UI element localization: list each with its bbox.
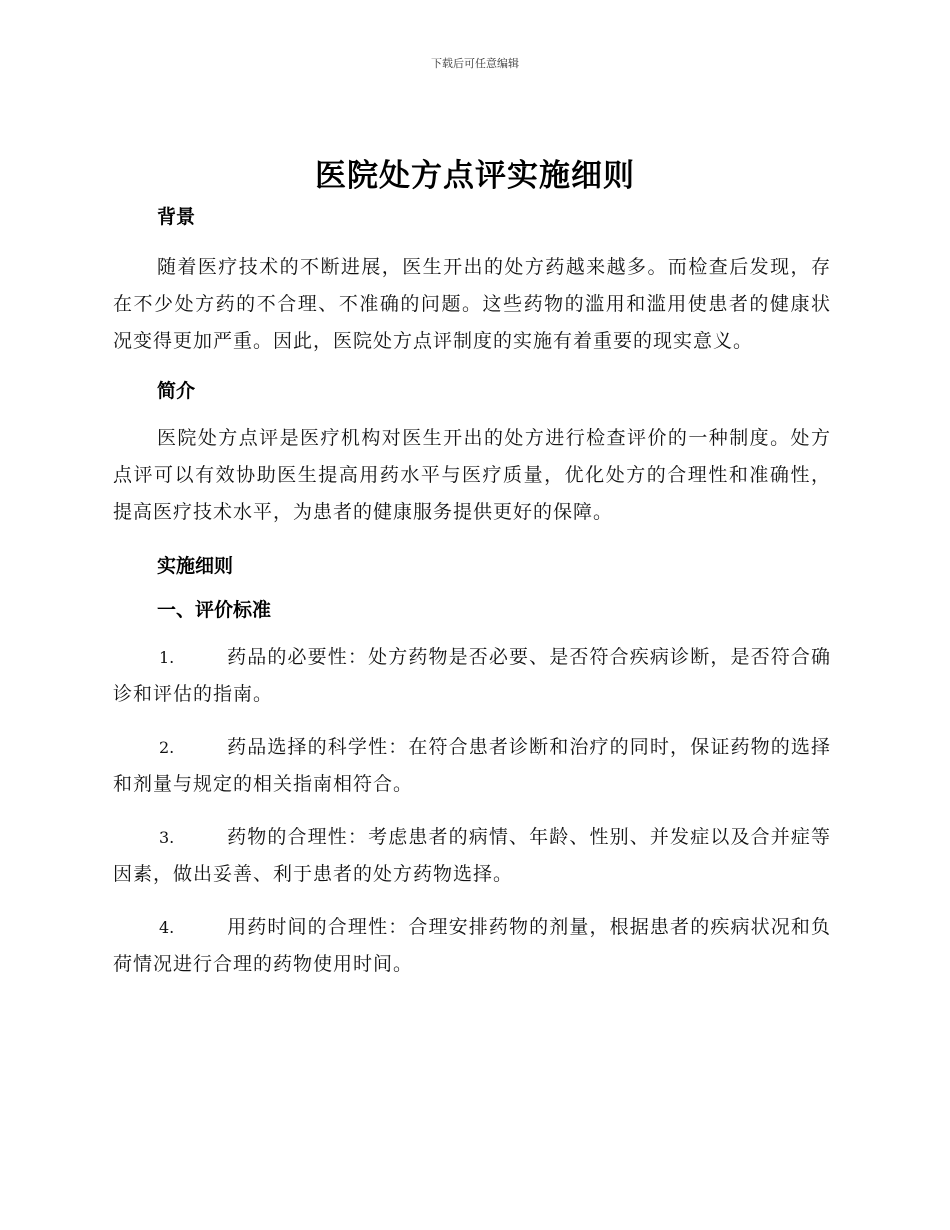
header-note: 下载后可任意编辑 [431, 57, 519, 70]
heading-intro: 简介 [157, 380, 196, 402]
list-item [113, 819, 831, 893]
list-item-number: 3. [159, 828, 175, 847]
list-item-text: 药物的合理性：考虑患者的病情、年龄、性别、并发症以及合并症等因素，做出妥善、利于患者的处方药物选择。 [113, 826, 831, 885]
list-item [113, 729, 831, 803]
list-item-text: 药品选择的科学性：在符合患者诊断和治疗的同时，保证药物的选择和剂量与规定的相关指南相符合。 [113, 736, 831, 795]
list-item-number: 4. [159, 918, 175, 937]
list-item-number: 2. [159, 738, 175, 757]
heading-criteria: 一、评价标准 [157, 599, 272, 621]
list-item-number: 1. [159, 648, 175, 667]
list-item [113, 639, 831, 713]
paragraph-background: 随着医疗技术的不断进展，医生开出的处方药越来越多。而检查后发现，存在不少处方药的不合理、不准确的问题。这些药物的滥用和滥用使患者的健康状况变得更加严重。因此，医院处方点评制度的实施有着重要的现实意义。 [113, 256, 831, 352]
heading-details: 实施细则 [157, 555, 234, 577]
paragraph-intro: 医院处方点评是医疗机构对医生开出的处方进行检查评价的一种制度。处方点评可以有效协助医生提高用药水平与医疗质量，优化处方的合理性和准确性，提高医疗技术水平，为患者的健康服务提供更好的保障。 [113, 427, 831, 523]
document-title: 医院处方点评实施细则 [315, 158, 635, 194]
list-item-text: 药品的必要性：处方药物是否必要、是否符合疾病诊断，是否符合确诊和评估的指南。 [113, 646, 831, 705]
heading-background: 背景 [157, 206, 196, 228]
list-item [113, 909, 831, 983]
document-body [113, 198, 831, 983]
list-item-text: 用药时间的合理性：合理安排药物的剂量，根据患者的疾病状况和负荷情况进行合理的药物使用时间。 [113, 916, 831, 975]
